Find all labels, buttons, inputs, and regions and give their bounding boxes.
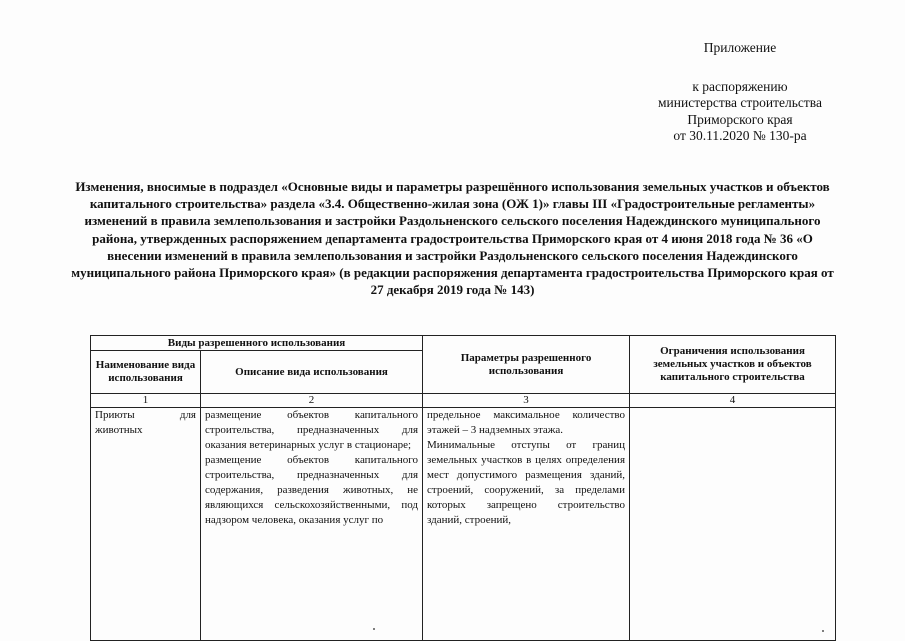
group-header: Виды разрешенного использования (91, 336, 423, 351)
appendix-line-date: от 30.11.2020 № 130-ра (673, 128, 807, 143)
use-description-cell (201, 408, 423, 641)
document-title: Изменения, вносимые в подраздел «Основные виды и параметры разрешённого использования земельных участков и объектов капитального строительства» раздела «3.4. Общественно-жилая зона (ОЖ 1)» главы III «Градостроительные регламенты» изменений в правила землепользования и застройки Раздольненского сельского поселения Надеждинского муниципального района, утвержденных распоряжением департамента градостроительства Приморского края от 4 июня 2018 года № 36 «О внесении изменений в правила землепользования и застройки Раздольненского сельского поселения Надеждинского муниципального района Приморского края» (в редакции распоряжения департамента градостроительства Приморского края от 27 декабря 2019 года № 143) (71, 179, 834, 298)
column-number-1: 1 (91, 394, 201, 408)
column-header-restrictions: Ограничения использования земельных участков и объектов капитального строительства (630, 336, 836, 394)
appendix-block (640, 40, 840, 145)
use-restrictions-cell (630, 408, 836, 641)
column-header-name: Наименование вида использования (91, 351, 201, 394)
appendix-line-region: Приморского края (687, 111, 793, 127)
use-parameters-2: Минимальные отступы от границ земельных участков в целях определения мест допустимого размещения зданий, строений, сооружений, за пределами которых запрещено строительство зданий, строений, (427, 439, 626, 526)
appendix-line-order: к распоряжению (692, 78, 788, 94)
use-parameters-cell (423, 408, 630, 641)
column-number-3: 3 (423, 394, 630, 408)
use-description-2: размещение объектов капитального строительства, предназначенных для содержания, разведения животных, не являющихся сельскохозяйственными, под надзором человека, оказания услуг по (205, 454, 419, 526)
appendix-line-ministry: министерства строительства (658, 95, 822, 110)
use-name-cell (91, 408, 201, 641)
regulations-table (90, 335, 836, 641)
column-number-2: 2 (201, 394, 423, 408)
column-header-description: Описание вида использования (201, 351, 423, 394)
scan-speck (822, 630, 824, 632)
scan-speck (373, 628, 375, 630)
column-header-parameters: Параметры разрешенного использования (423, 336, 630, 394)
use-parameters-1: предельное максимальное количество этажей – 3 надземных этажа. (427, 409, 626, 436)
appendix-label: Приложение (703, 40, 777, 55)
column-number-4: 4 (630, 394, 836, 408)
table-row (91, 408, 836, 641)
use-name: Приюты для животных (95, 409, 196, 436)
use-description-1: размещение объектов капитального строительства, предназначенных для оказания ветеринарных услуг в стационаре; (205, 409, 419, 451)
